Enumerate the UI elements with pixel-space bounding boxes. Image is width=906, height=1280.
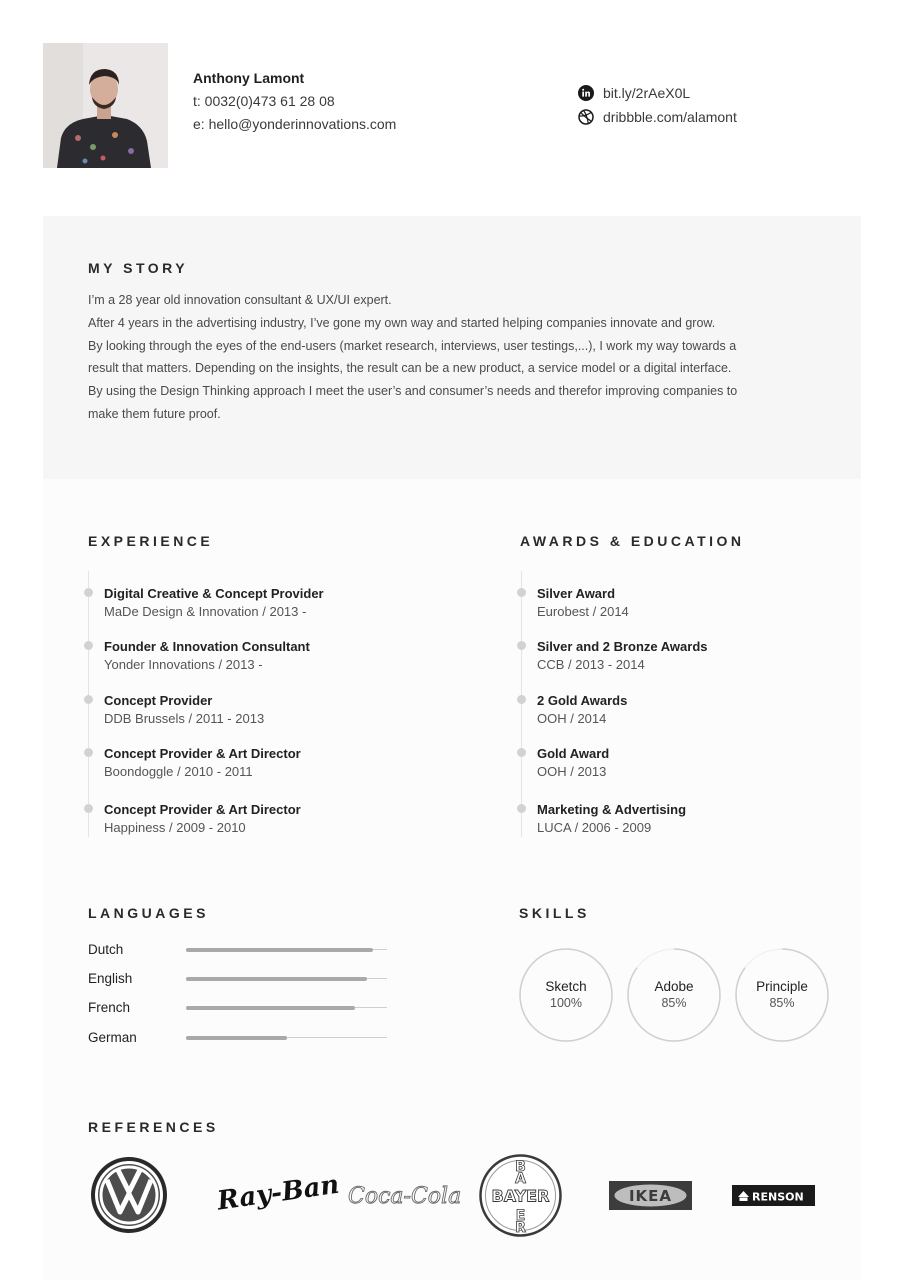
experience-company: Yonder Innovations / 2013 -	[104, 657, 263, 672]
bayer-logo	[479, 1154, 562, 1237]
award-title: Silver Award	[537, 586, 616, 601]
svg-text:E: E	[515, 1208, 526, 1224]
skill-percent: 100%	[550, 996, 582, 1010]
svg-text:R: R	[515, 1220, 526, 1236]
phone-number: t: 0032(0)473 61 28 08	[193, 93, 335, 109]
experience-company: MaDe Design & Innovation / 2013 -	[104, 604, 307, 619]
experience-company: Happiness / 2009 - 2010	[104, 820, 246, 835]
skill-name: Sketch	[545, 979, 587, 994]
skill-ring-graphic	[627, 948, 721, 1042]
skill-ring	[735, 948, 829, 1042]
ray-ban-logo	[213, 1169, 342, 1219]
coca-cola-text: Coca-Cola	[348, 1184, 462, 1209]
experience-company: DDB Brussels / 2011 - 2013	[104, 711, 265, 726]
experience-role: Concept Provider & Art Director	[104, 802, 301, 817]
skill-name: Principle	[756, 979, 808, 994]
timeline-dot	[84, 804, 93, 813]
dribbble-url: dribbble.com/alamont	[603, 109, 737, 125]
timeline-dot	[517, 641, 526, 650]
contact-info	[193, 70, 396, 139]
skills-title: SKILLS	[519, 905, 590, 921]
skill-ring	[519, 948, 613, 1042]
skill-name: Adobe	[654, 979, 694, 994]
details-panel	[43, 479, 861, 1280]
story-line: I’m a 28 year old innovation consultant & UX/UI expert.	[88, 293, 392, 307]
linkedin-url: bit.ly/2rAeX0L	[603, 85, 691, 101]
language-level-bar	[186, 1006, 355, 1010]
award-source: OOH / 2014	[537, 711, 607, 726]
language-name: Dutch	[88, 942, 124, 957]
awards-title: AWARDS & EDUCATION	[520, 533, 745, 549]
story-line: After 4 years in the advertising industry, I’ve gone my own way and started helping companies innovate and grow.	[88, 315, 716, 330]
skill-ring-graphic	[519, 948, 613, 1042]
ray-ban-text: Ray-Ban	[215, 1169, 342, 1217]
coca-cola-logo	[346, 1176, 462, 1216]
svg-text:B: B	[515, 1159, 526, 1175]
svg-text:A: A	[515, 1171, 526, 1187]
language-row	[88, 971, 388, 991]
timeline-line	[521, 571, 522, 837]
story-line: make them future proof.	[88, 406, 221, 421]
experience-role: Founder & Innovation Consultant	[104, 639, 310, 654]
skill-ring	[627, 948, 721, 1042]
renson-logo	[732, 1185, 815, 1206]
timeline-dot	[84, 695, 93, 704]
story-panel	[43, 216, 861, 479]
language-name: German	[88, 1030, 137, 1045]
references-title: REFERENCES	[88, 1119, 219, 1135]
language-row	[88, 1030, 388, 1050]
award-title: Marketing & Advertising	[537, 802, 687, 817]
experience-role: Concept Provider & Art Director	[104, 746, 301, 761]
ikea-text: IKEA	[628, 1187, 673, 1205]
award-source: Eurobest / 2014	[537, 604, 629, 619]
ikea-logo	[609, 1181, 692, 1210]
award-title: 2 Gold Awards	[537, 693, 628, 708]
award-source: LUCA / 2006 - 2009	[537, 820, 652, 835]
story-line: By using the Design Thinking approach I meet the user’s and consumer’s needs and therefor improving companies to	[88, 384, 738, 399]
award-title: Gold Award	[537, 746, 610, 761]
language-row	[88, 1000, 388, 1020]
story-line: By looking through the eyes of the end-users (market research, interviews, user testings,...), I work my way towards a	[88, 338, 737, 353]
award-source: OOH / 2013	[537, 764, 607, 779]
social-links	[578, 84, 737, 132]
dribbble-link[interactable]	[578, 108, 737, 126]
timeline-dot	[517, 748, 526, 757]
experience-role: Digital Creative & Concept Provider	[104, 586, 324, 601]
award-title: Silver and 2 Bronze Awards	[537, 639, 708, 654]
language-name: English	[88, 971, 133, 986]
award-source: CCB / 2013 - 2014	[537, 657, 645, 672]
linkedin-link[interactable]	[578, 84, 737, 102]
skill-percent: 85%	[769, 996, 795, 1010]
timeline-dot	[517, 695, 526, 704]
bayer-horizontal-text: BAYER	[491, 1186, 550, 1206]
resume-header	[0, 0, 906, 216]
skill-percent: 85%	[661, 996, 687, 1010]
story-title: MY STORY	[88, 260, 189, 276]
languages-title: LANGUAGES	[88, 905, 209, 921]
linkedin-icon	[578, 85, 594, 101]
language-level-bar	[186, 977, 367, 981]
timeline-line	[88, 571, 89, 837]
experience-title: EXPERIENCE	[88, 533, 214, 549]
dribbble-icon	[578, 109, 594, 125]
language-level-bar	[186, 948, 373, 952]
awards-timeline	[520, 571, 850, 837]
skill-ring-graphic	[735, 948, 829, 1042]
language-name: French	[88, 1000, 131, 1015]
profile-photo	[43, 43, 168, 168]
person-name: Anthony Lamont	[193, 70, 305, 86]
experience-timeline	[87, 571, 447, 837]
timeline-dot	[84, 641, 93, 650]
experience-role: Concept Provider	[104, 693, 213, 708]
language-level-bar	[186, 1036, 287, 1040]
skill-ring-arc	[520, 949, 612, 1041]
timeline-dot	[517, 804, 526, 813]
email-address[interactable]: e: hello@yonderinnovations.com	[193, 116, 397, 132]
renson-text: RENSON	[752, 1190, 804, 1204]
timeline-dot	[517, 588, 526, 597]
volkswagen-logo	[90, 1156, 168, 1234]
story-line: result that matters. Depending on the insights, the result can be a new product, a service model or a digital interface.	[88, 361, 732, 376]
language-row	[88, 942, 388, 962]
experience-company: Boondoggle / 2010 - 2011	[104, 764, 253, 779]
timeline-dot	[84, 748, 93, 757]
timeline-dot	[84, 588, 93, 597]
story-body	[88, 289, 808, 426]
